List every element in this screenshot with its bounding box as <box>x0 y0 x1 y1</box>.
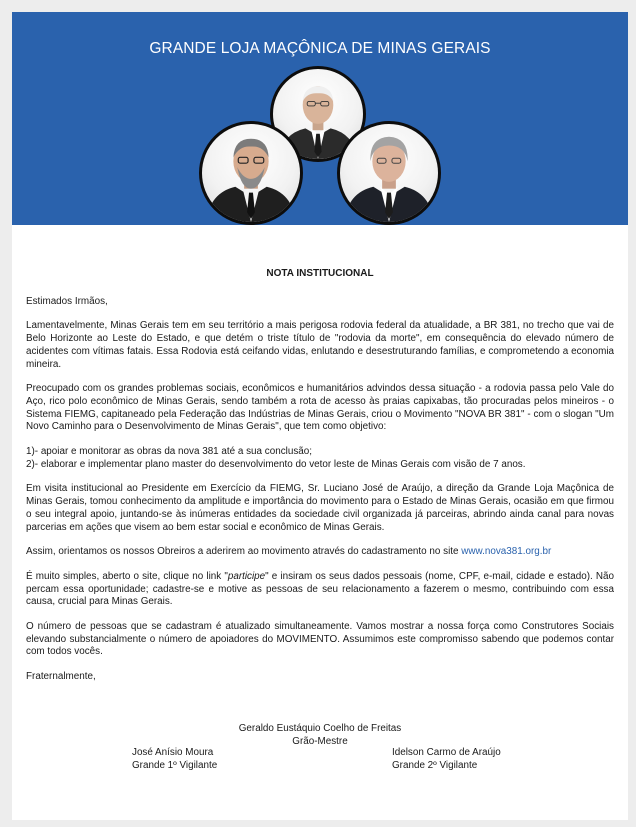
portrait-second-warden-image <box>340 124 438 222</box>
header-banner <box>12 12 628 225</box>
paragraph-6: O número de pessoas que se cadastram é atualizado simultaneamente. Vamos mostrar a nossa força como Construtores Sociais elevando substancialmente o número de apoiadores do MOVIMENTO. Assumimos este compromisso sabendo que podemos contar com todos vocês. <box>26 621 614 658</box>
paragraph-3: Em visita institucional ao Presidente em Exercício da FIEMG, Sr. Luciano José de Araújo, a direção da Grande Loja Maçônica de Minas Gerais, tomou conhecimento da amplitude e importância do movimento para o Estado de Minas Gerais, ocasião em que firmou o seu integral apoio, juntando-se às inúmeras entidades da sociedade civil organizada já parceiras, abrindo ainda canal para novas parcerias em ações que visem ao bem estar social e econômico de Minas Gerais. <box>26 483 614 533</box>
document-body <box>26 268 614 696</box>
participe-word: participe <box>227 570 266 582</box>
paragraph-4 <box>26 546 614 559</box>
first-warden-role: Grande 1º Vigilante <box>132 759 218 771</box>
second-warden-role: Grande 2º Vigilante <box>392 759 478 771</box>
first-warden-name: José Anísio Moura <box>132 747 214 758</box>
objective-2: 2)- elaborar e implementar plano master do desenvolvimento do vetor leste de Minas Gerais com visão de 7 anos. <box>26 458 526 470</box>
document-title: NOTA INSTITUCIONAL <box>266 268 374 279</box>
paragraph-2: Preocupado com os grandes problemas sociais, econômicos e humanitários advindos dessa situação - a rodovia passa pelo Vale do Aço, rico polo econômico de Minas Gerais, sendo também a rota de acesso às praias capixabas, tão procuradas pelos mineiros - o Sistema FIEMG, capitaneado pela Federação das Indústrias de Minas Gerais, criou o Movimento "NOVA BR 381" - com o slogan "Um Novo Caminho para o Desenvolvimento de Minas Gerais", que tem como objetivo: <box>26 383 614 433</box>
site-link[interactable]: www.nova381.org.br <box>461 546 552 558</box>
second-warden-name: Idelson Carmo de Araújo <box>392 747 501 758</box>
paragraph-5 <box>26 571 614 609</box>
signature-first-warden <box>132 747 217 772</box>
signature-second-warden <box>392 747 501 772</box>
signature-grand-master <box>12 723 628 748</box>
greeting: Estimados Irmãos, <box>26 295 108 307</box>
portrait-second-warden <box>337 121 441 225</box>
paragraph-4-text: Assim, orientamos os nossos Obreiros a aderirem ao movimento através do cadastramento no site <box>26 546 462 558</box>
document-page <box>12 12 628 820</box>
paragraph-5-text-end: " e insiram os seus dados pessoais (nome, CPF, e-mail, cidade e estado). Não percam essa oportunidade; cadastre-se e motive as pessoas de seu relacionamento a fazerem o mesmo, contribuindo com essa causa, crucial para Minas Gerais. <box>26 570 615 608</box>
portrait-first-warden <box>199 121 303 225</box>
header-title: GRANDE LOJA MAÇÔNICA DE MINAS GERAIS <box>149 40 491 57</box>
paragraph-5-text-start: É muito simples, aberto o site, clique no link " <box>26 570 228 582</box>
portrait-first-warden-image <box>202 124 300 222</box>
closing: Fraternalmente, <box>26 671 96 683</box>
grand-master-name: Geraldo Eustáquio Coelho de Freitas <box>238 723 402 734</box>
grand-master-role: Grão-Mestre <box>292 735 348 747</box>
objective-1: 1)- apoiar e monitorar as obras da nova 381 até a sua conclusão; <box>26 446 312 458</box>
paragraph-1: Lamentavelmente, Minas Gerais tem em seu território a mais perigosa rodovia federal da atualidade, a BR 381, no trecho que vai de Belo Horizonte ao Leste do Estado, e que detém o triste título de "rodovia da morte", em consequência do elevado número de acidentes com vítimas fatais. Essa Rodovia está ceifando vidas, enlutando e desestruturando famílias, e comprometendo a economia mineira. <box>26 320 614 370</box>
